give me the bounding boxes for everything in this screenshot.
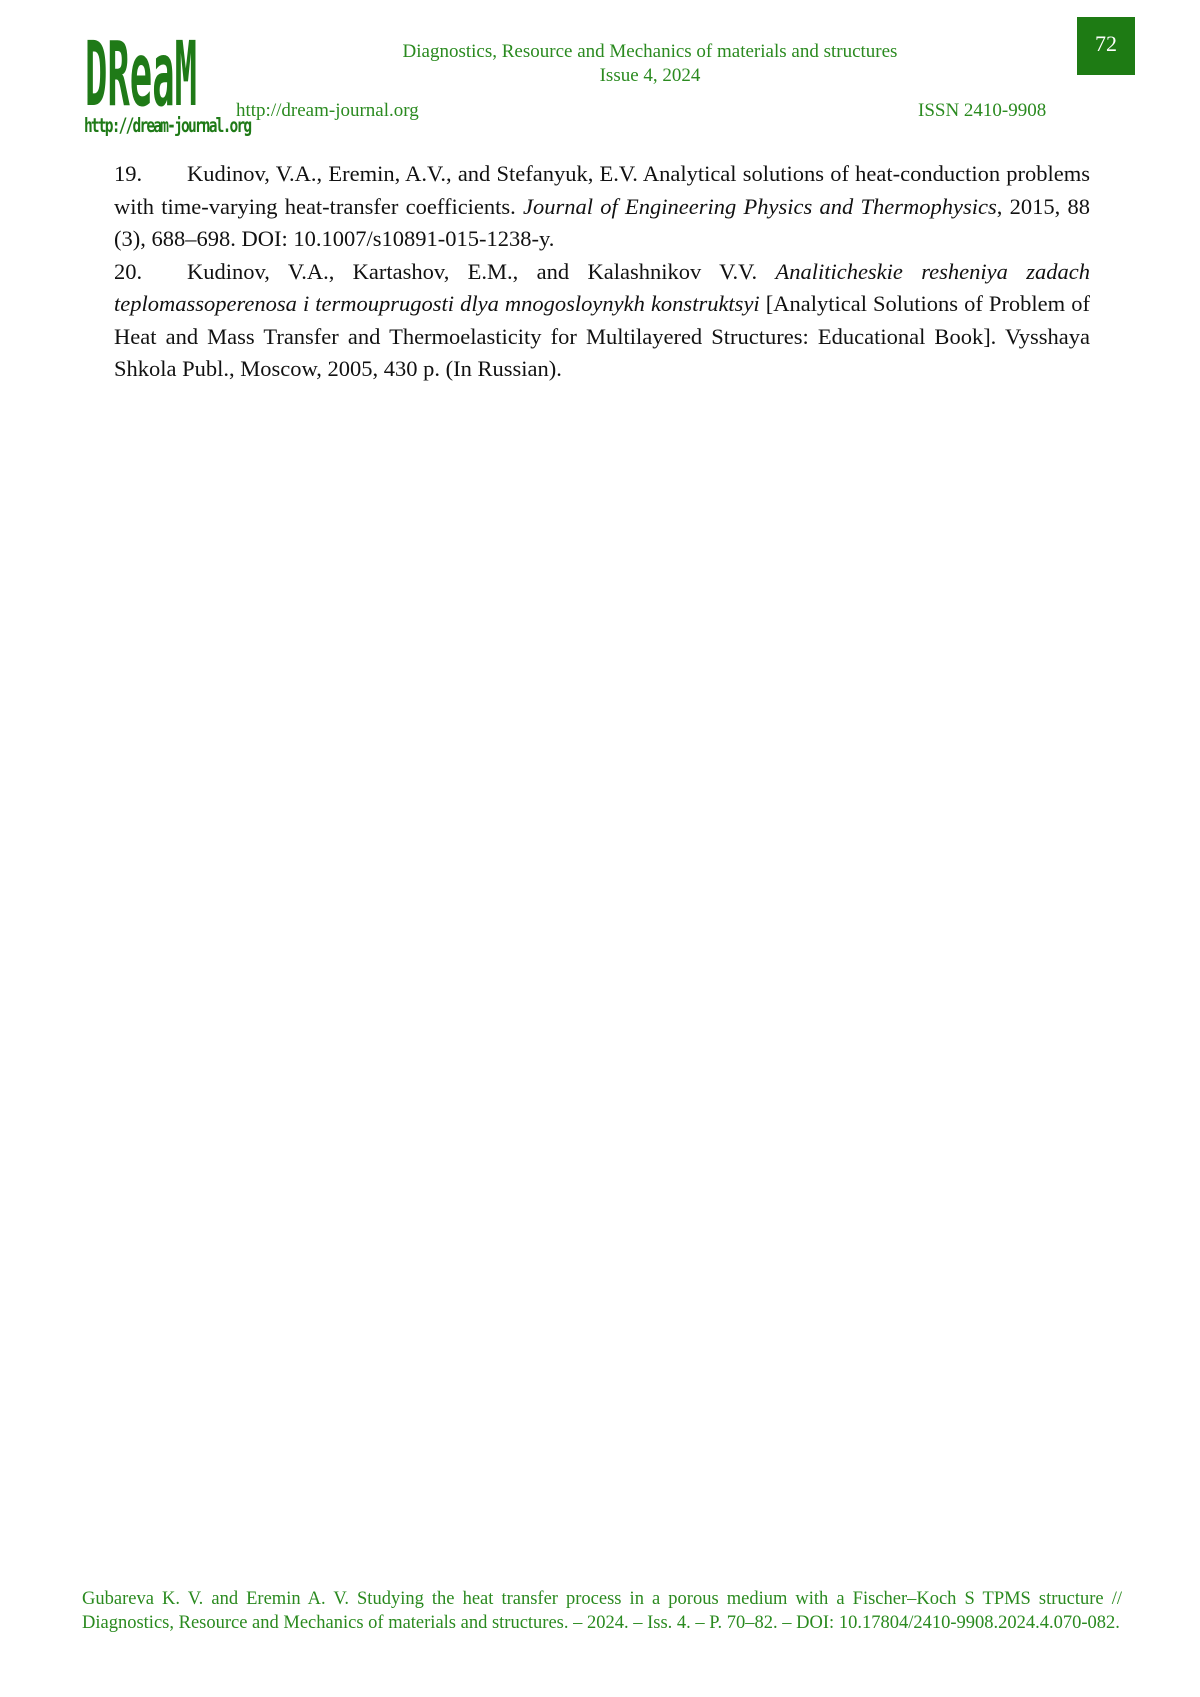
page-number-badge [1077, 17, 1135, 75]
reference-text: Kudinov, V.A., Eremin, A.V., and Stefanyuk, E.V. Analytical solutions of heat-conduction problems with time-varying heat-transfer coefficients. [114, 161, 1090, 219]
reference-item [114, 158, 1090, 256]
reference-text-end: , 2015, 88 (3), 688–698. DOI: 10.1007/s10891-015-1238-y. [114, 193, 1090, 251]
page-number: 72 [1095, 31, 1117, 56]
header-url-link[interactable]: http://dream-journal.org [236, 100, 419, 121]
reference-item [114, 256, 1090, 386]
journal-issue: Issue 4, 2024 [599, 65, 701, 86]
issn: ISSN 2410-9908 [918, 100, 1047, 121]
logo-wordmark [84, 16, 198, 112]
journal-logo [84, 16, 251, 138]
journal-name: Diagnostics, Resource and Mechanics of materials and structures [402, 41, 898, 62]
footer-citation: Gubareva K. V. and Eremin A. V. Studying the heat transfer process in a porous medium with a Fischer–Koch S TPMS structure // Diagnostics, Resource and Mechanics of materials and structures. – 2024. – Iss. 4. – P. 70–82. – DOI: 10.17804/2410-9908.2024.4.070-082. [82, 1589, 1122, 1633]
reference-list [114, 158, 1090, 386]
reference-number: 20. [114, 258, 143, 284]
logo-url: http://dream-journal.org [84, 116, 251, 138]
reference-number: 19. [114, 161, 143, 186]
journal-title [330, 40, 970, 88]
reference-italic: Journal of Engineering Physics and Thermophysics [523, 193, 997, 219]
reference-text: Kudinov, V.A., Kartashov, E.M., and Kalashnikov V.V. [187, 258, 776, 284]
logo-wordmark-text: DReaM [85, 22, 197, 112]
reference-italic: Analiticheskie resheniya zadach teplomassoperenosa i termouprugosti dlya mnogosloynykh konstruktsyi [114, 258, 1090, 316]
reference-text-end: [Analytical Solutions of Problem of Heat and Mass Transfer and Thermoelasticity for Multilayered Structures: Educational Book]. Vysshaya Shkola Publ., Moscow, 2005, 430 p. (In Russian). [114, 291, 1090, 381]
